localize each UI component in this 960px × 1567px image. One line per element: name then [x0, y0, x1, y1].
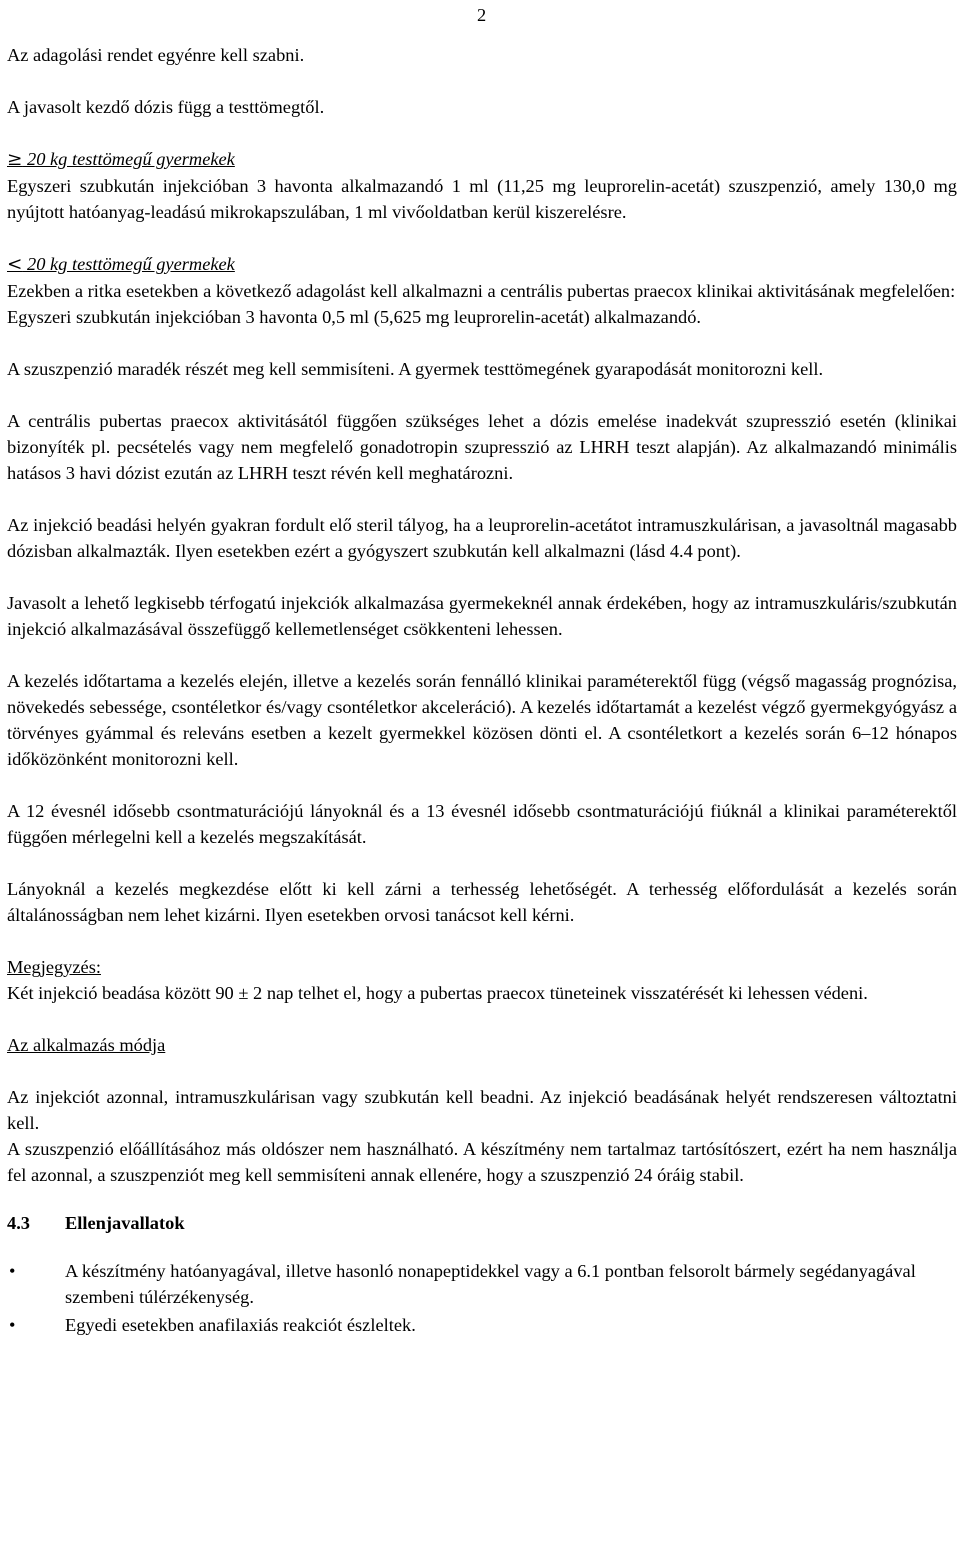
- group-lt20-heading-text: 20 kg testtömegű gyermekek: [22, 254, 235, 274]
- list-item-text: A készítmény hatóanyagával, illetve hasonló nonapeptidekkel vagy a 6.1 pontban felsorolt bármely segédanyagával szembeni túlérzékenység.: [65, 1261, 916, 1307]
- list-item-text: Egyedi esetekben anafilaxiás reakciót észleltek.: [65, 1315, 416, 1335]
- section-title-text: Ellenjavallatok: [65, 1213, 185, 1233]
- paragraph-1: A szuszpenzió maradék részét meg kell semmisíteni. A gyermek testtömegének gyarapodását monitorozni kell.: [7, 359, 824, 379]
- note: [7, 954, 957, 1006]
- intro-line-1: Az adagolási rendet egyénre kell szabni.: [7, 45, 305, 65]
- bullet-icon: •: [9, 1315, 16, 1335]
- intro-line-2: A javasolt kezdő dózis függ a testtömegtől.: [7, 97, 325, 117]
- note-heading: Megjegyzés:: [7, 957, 101, 977]
- paragraph-5: A kezelés időtartama a kezelés elején, illetve a kezelés során fennálló klinikai paraméterektől függ (végső magasság prognózisa, növekedés sebessége, csontéletkor és/vagy csontéletkor akceleráció). A kezelés időtartamát a kezelést végző gyermekgyógyász a törvényes gyámmal és releváns esetben a kezelt gyermekkel közösen dönti el. A csontéletkort a kezelés során 6–12 hónapos időközönként monitorozni kell.: [7, 671, 957, 769]
- document-page: [7, 0, 957, 1338]
- group-lt20-text-1: Ezekben a ritka esetekben a következő adagolást kell alkalmazni a centrális pubertas praecox klinikai aktivitásának megfelelően:: [7, 281, 956, 301]
- contraindication-list: [7, 1258, 957, 1338]
- bullet-icon: •: [9, 1261, 16, 1281]
- paragraph-3: Az injekció beadási helyén gyakran fordult elő steril tályog, ha a leuprorelin-acetátot intramuszkulárisan, a javasoltnál magasabb dózisban alkalmazták. Ilyen esetekben ezért a gyógyszert szubkután kell alkalmazni (lásd 4.4 pont).: [7, 515, 957, 561]
- paragraph-6: A 12 évesnél idősebb csontmaturációjú lányoknál és a 13 évesnél idősebb csontmaturációjú fiúknál a klinikai paraméterektől függően mérlegelni kell a kezelés megszakítását.: [7, 801, 957, 847]
- paragraph-7: Lányoknál a kezelés megkezdése előtt ki kell zárni a terhesség lehetőségét. A terhesség előfordulását a kezelés során általánosságban nem lehet kizárni. Ilyen esetekben orvosi tanácsot kell kérni.: [7, 879, 957, 925]
- list-item: [7, 1258, 957, 1310]
- group-ge20: [7, 146, 957, 225]
- paragraph-4: Javasolt a lehető legkisebb térfogatú injekciók alkalmazása gyermekeknél annak érdekében, hogy az intramuszkuláris/szubkután injekció alkalmazásával összefüggő kellemetlenséget csökkenteni lehessen.: [7, 593, 957, 639]
- page-number: 2: [477, 5, 487, 25]
- greater-equal-symbol: ≥: [7, 149, 23, 170]
- group-lt20: [7, 251, 957, 330]
- group-lt20-heading: [7, 251, 957, 278]
- group-ge20-heading: [7, 146, 957, 173]
- list-item: [7, 1312, 957, 1338]
- administration-text-1: Az injekciót azonnal, intramuszkulárisan vagy szubkután kell beadni. Az injekció beadásának helyét rendszeresen változtatni kell.: [7, 1087, 957, 1133]
- section-number: 4.3: [7, 1213, 30, 1233]
- note-text: Két injekció beadása között 90 ± 2 nap telhet el, hogy a pubertas praecox tüneteinek visszatérését ki lehessen védeni.: [7, 983, 868, 1003]
- administration-text-2: A szuszpenzió előállításához más oldószer nem használható. A készítmény nem tartalmaz tartósítószert, ezért ha nem használja fel azonnal, a szuszpenziót meg kell semmisíteni annak ellenére, hogy a szuszpenzió 24 óráig stabil.: [7, 1139, 957, 1185]
- less-than-symbol: <: [7, 254, 23, 275]
- administration-body: [7, 1084, 957, 1188]
- section-title: [7, 1210, 957, 1236]
- administration-heading: Az alkalmazás módja: [7, 1035, 166, 1055]
- paragraph-2: A centrális pubertas praecox aktivitásától függően szükséges lehet a dózis emelése inadekvát szupresszió esetén (klinikai bizonyíték pl. pecsételés vagy nem megfelelő gonadotropin szupresszió az LHRH teszt alapján). Az alkalmazandó minimális hatásos 3 havi dózist ezután az LHRH teszt révén kell meghatározni.: [7, 411, 957, 483]
- group-ge20-heading-text: 20 kg testtömegű gyermekek: [22, 149, 235, 169]
- group-ge20-text: Egyszeri szubkután injekcióban 3 havonta alkalmazandó 1 ml (11,25 mg leuprorelin-acetát) szuszpenzió, amely 130,0 mg nyújtott hatóanyag-leadású mikrokapszulában, 1 ml vivőoldatban kerül kiszerelésre.: [7, 176, 957, 222]
- group-lt20-text-2: Egyszeri szubkután injekcióban 3 havonta 0,5 ml (5,625 mg leuprorelin-acetát) alkalmazandó.: [7, 307, 702, 327]
